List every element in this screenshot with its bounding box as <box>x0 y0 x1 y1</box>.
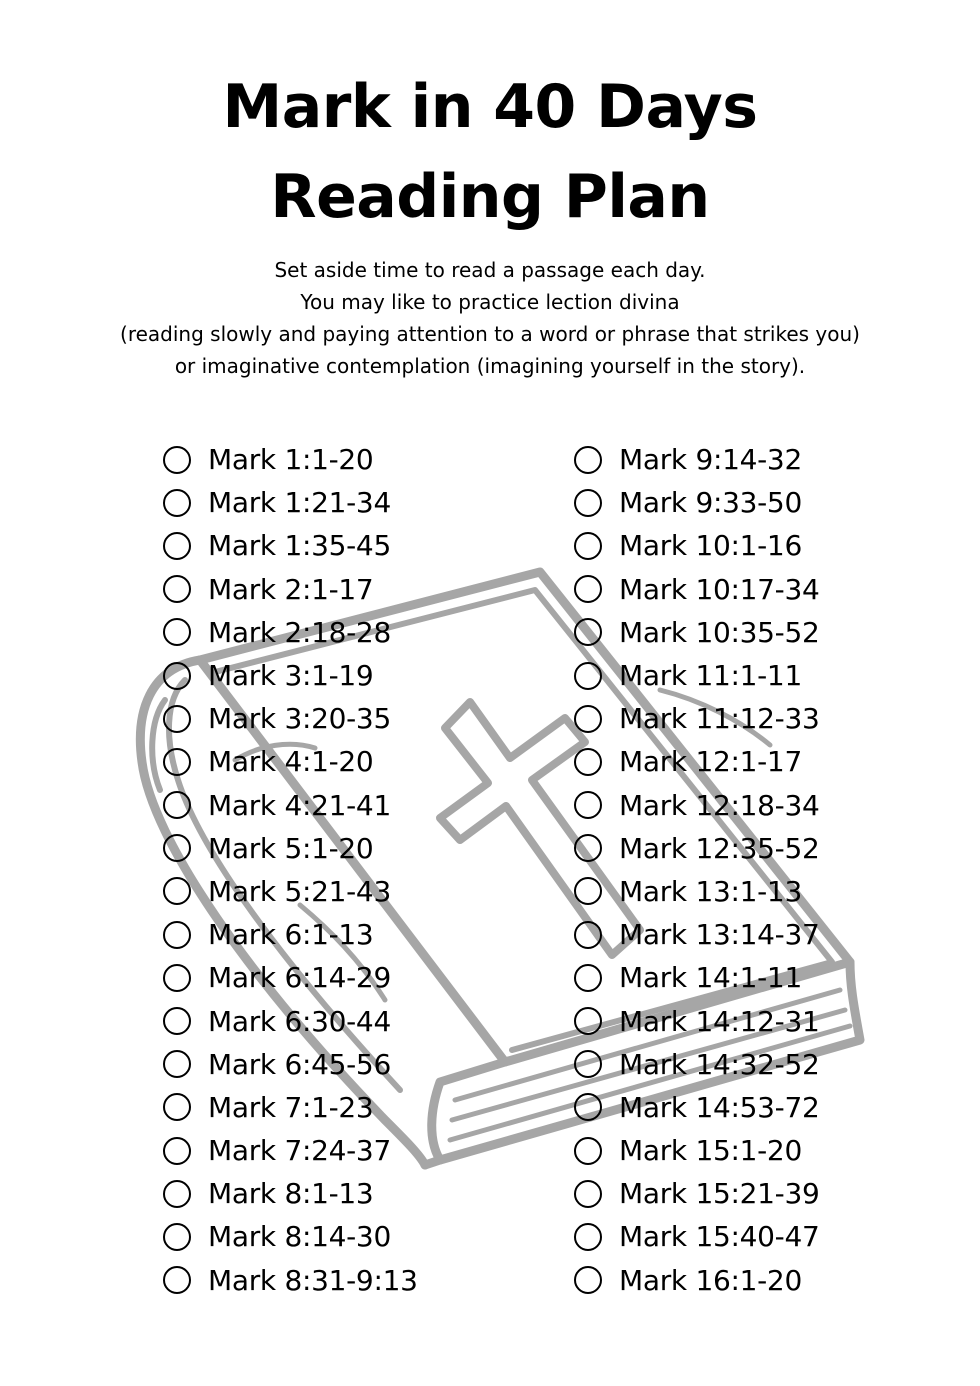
reading-item <box>163 654 418 697</box>
reading-label: Mark 5:21-43 <box>208 874 391 908</box>
checkbox-circle[interactable] <box>163 618 191 646</box>
checkbox-circle[interactable] <box>574 834 602 862</box>
reading-label: Mark 8:14-30 <box>208 1220 391 1254</box>
reading-label: Mark 10:17-34 <box>619 572 820 606</box>
checkbox-circle[interactable] <box>163 575 191 603</box>
reading-item <box>163 611 418 654</box>
reading-label: Mark 10:1-16 <box>619 529 802 563</box>
reading-label: Mark 13:1-13 <box>619 874 802 908</box>
intro-line-4: or imaginative contemplation (imagining yourself in the story). <box>174 354 806 378</box>
checkbox-circle[interactable] <box>163 532 191 560</box>
reading-item <box>574 438 819 481</box>
reading-item <box>574 1043 819 1086</box>
checkbox-circle[interactable] <box>574 1093 602 1121</box>
checkbox-circle[interactable] <box>163 1266 191 1294</box>
checkbox-circle[interactable] <box>163 791 191 819</box>
reading-label: Mark 1:21-34 <box>208 486 391 520</box>
page-title <box>0 62 980 242</box>
reading-label: Mark 8:1-13 <box>208 1177 374 1211</box>
reading-item <box>163 999 418 1042</box>
reading-item <box>163 568 418 611</box>
reading-item <box>163 481 418 524</box>
reading-label: Mark 2:1-17 <box>208 572 374 606</box>
checkbox-circle[interactable] <box>574 1050 602 1078</box>
reading-label: Mark 12:1-17 <box>619 745 802 779</box>
reading-item <box>574 481 819 524</box>
reading-item <box>163 1086 418 1129</box>
checkbox-circle[interactable] <box>574 1007 602 1035</box>
checkbox-circle[interactable] <box>574 446 602 474</box>
reading-list-right <box>574 438 819 1302</box>
reading-label: Mark 2:18-28 <box>208 615 391 649</box>
checkbox-circle[interactable] <box>163 1137 191 1165</box>
reading-item <box>574 913 819 956</box>
reading-item <box>163 827 418 870</box>
reading-label: Mark 11:1-11 <box>619 659 802 693</box>
intro-line-3: (reading slowly and paying attention to a word or phrase that strikes you) <box>120 322 860 346</box>
reading-list-left <box>163 438 418 1302</box>
reading-item <box>574 524 819 567</box>
reading-label: Mark 9:33-50 <box>619 486 802 520</box>
checkbox-circle[interactable] <box>163 964 191 992</box>
checkbox-circle[interactable] <box>574 964 602 992</box>
reading-label: Mark 9:14-32 <box>619 443 802 477</box>
checkbox-circle[interactable] <box>574 1137 602 1165</box>
reading-label: Mark 3:1-19 <box>208 659 374 693</box>
reading-label: Mark 12:18-34 <box>619 788 820 822</box>
reading-label: Mark 15:21-39 <box>619 1177 820 1211</box>
reading-label: Mark 14:1-11 <box>619 961 802 995</box>
reading-item <box>574 568 819 611</box>
checkbox-circle[interactable] <box>163 921 191 949</box>
reading-label: Mark 14:32-52 <box>619 1047 820 1081</box>
reading-label: Mark 8:31-9:13 <box>208 1263 418 1297</box>
checkbox-circle[interactable] <box>574 618 602 646</box>
checkbox-circle[interactable] <box>574 1180 602 1208</box>
reading-item <box>163 784 418 827</box>
title-line-2: Reading Plan <box>270 162 710 232</box>
intro-text <box>0 254 980 382</box>
reading-label: Mark 11:12-33 <box>619 702 820 736</box>
reading-label: Mark 1:1-20 <box>208 443 374 477</box>
checkbox-circle[interactable] <box>163 1093 191 1121</box>
checkbox-circle[interactable] <box>163 1223 191 1251</box>
reading-label: Mark 4:1-20 <box>208 745 374 779</box>
checkbox-circle[interactable] <box>574 921 602 949</box>
checkbox-circle[interactable] <box>574 532 602 560</box>
reading-label: Mark 6:14-29 <box>208 961 391 995</box>
reading-label: Mark 6:30-44 <box>208 1004 391 1038</box>
checkbox-circle[interactable] <box>163 877 191 905</box>
checkbox-circle[interactable] <box>574 791 602 819</box>
checkbox-circle[interactable] <box>163 1050 191 1078</box>
checkbox-circle[interactable] <box>163 1007 191 1035</box>
checkbox-circle[interactable] <box>163 748 191 776</box>
intro-line-2: You may like to practice lection divina <box>300 290 680 314</box>
reading-label: Mark 6:45-56 <box>208 1047 391 1081</box>
reading-label: Mark 14:53-72 <box>619 1090 820 1124</box>
checkbox-circle[interactable] <box>574 877 602 905</box>
checkbox-circle[interactable] <box>163 705 191 733</box>
reading-item <box>574 697 819 740</box>
reading-item <box>574 999 819 1042</box>
reading-item <box>574 611 819 654</box>
reading-item <box>574 1215 819 1258</box>
checkbox-circle[interactable] <box>574 748 602 776</box>
checkbox-circle[interactable] <box>163 662 191 690</box>
reading-item <box>163 870 418 913</box>
checkbox-circle[interactable] <box>574 575 602 603</box>
reading-label: Mark 15:1-20 <box>619 1134 802 1168</box>
reading-item <box>574 740 819 783</box>
reading-item <box>163 1172 418 1215</box>
reading-item <box>163 524 418 567</box>
reading-item <box>574 827 819 870</box>
reading-label: Mark 5:1-20 <box>208 831 374 865</box>
reading-label: Mark 1:35-45 <box>208 529 391 563</box>
reading-item <box>574 1172 819 1215</box>
reading-item <box>163 1215 418 1258</box>
checkbox-circle[interactable] <box>574 705 602 733</box>
checkbox-circle[interactable] <box>574 489 602 517</box>
reading-item <box>163 740 418 783</box>
reading-label: Mark 16:1-20 <box>619 1263 802 1297</box>
reading-label: Mark 4:21-41 <box>208 788 391 822</box>
reading-item <box>163 697 418 740</box>
checkbox-circle[interactable] <box>574 1266 602 1294</box>
reading-item <box>574 1259 819 1302</box>
reading-item <box>574 654 819 697</box>
reading-item <box>163 438 418 481</box>
checkbox-circle[interactable] <box>163 489 191 517</box>
checkbox-circle[interactable] <box>163 1180 191 1208</box>
reading-item <box>574 1086 819 1129</box>
reading-label: Mark 14:12-31 <box>619 1004 820 1038</box>
reading-item <box>574 870 819 913</box>
reading-item <box>574 784 819 827</box>
reading-label: Mark 7:1-23 <box>208 1090 374 1124</box>
reading-item <box>574 956 819 999</box>
reading-item <box>574 1129 819 1172</box>
reading-item <box>163 1259 418 1302</box>
intro-line-1: Set aside time to read a passage each day. <box>274 258 706 282</box>
reading-label: Mark 13:14-37 <box>619 918 820 952</box>
reading-label: Mark 10:35-52 <box>619 615 820 649</box>
checkbox-circle[interactable] <box>574 1223 602 1251</box>
reading-item <box>163 956 418 999</box>
checkbox-circle[interactable] <box>163 834 191 862</box>
reading-label: Mark 6:1-13 <box>208 918 374 952</box>
reading-label: Mark 15:40-47 <box>619 1220 820 1254</box>
reading-item <box>163 1043 418 1086</box>
reading-label: Mark 12:35-52 <box>619 831 820 865</box>
reading-label: Mark 3:20-35 <box>208 702 391 736</box>
reading-label: Mark 7:24-37 <box>208 1134 391 1168</box>
checkbox-circle[interactable] <box>574 662 602 690</box>
checkbox-circle[interactable] <box>163 446 191 474</box>
reading-item <box>163 913 418 956</box>
reading-item <box>163 1129 418 1172</box>
title-line-1: Mark in 40 Days <box>222 72 758 142</box>
